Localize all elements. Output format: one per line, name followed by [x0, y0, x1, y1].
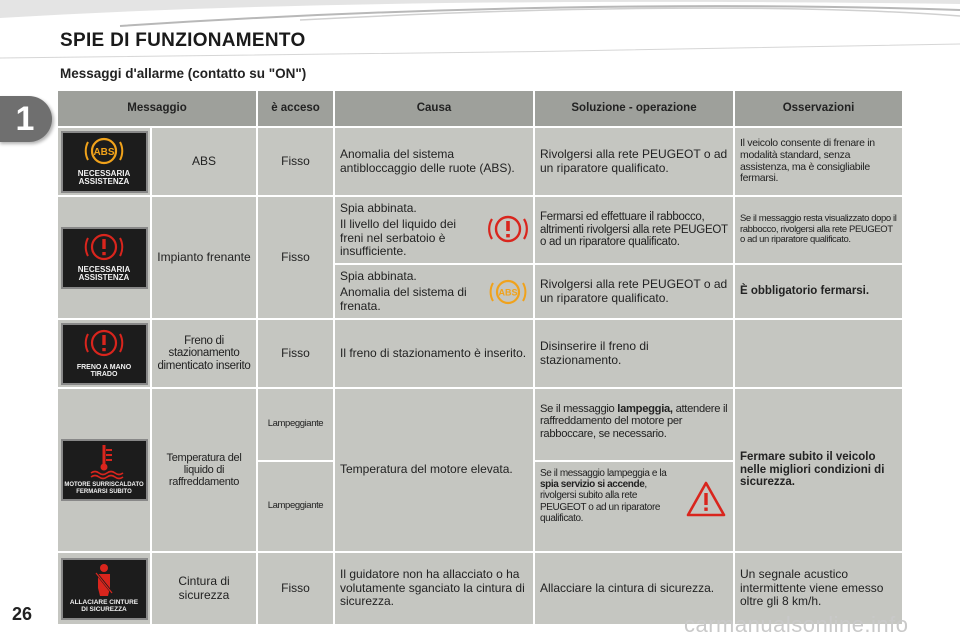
cause-seatbelt: Il guidatore non ha allacciato o ha volutamente sganciato la cintura di sicurezza.: [335, 553, 533, 624]
lamp-parking-text-1: FRENO A MANO: [76, 363, 132, 371]
header-messaggio: Messaggio: [58, 91, 256, 126]
svg-text:ABS: ABS: [498, 287, 518, 298]
solution-abs: Rivolgersi alla rete PEUGEOT o ad un riparatore qualificato.: [535, 128, 733, 195]
message-abs: ABS: [152, 128, 256, 195]
state-parking: Fisso: [258, 320, 333, 387]
abs-warning-icon: [487, 275, 529, 309]
note-parking: [735, 320, 902, 387]
cause-parking: Il freno di stazionamento è inserito.: [335, 320, 533, 387]
note-abs: Il veicolo consente di frenare in modalità standard, senza assistenza, ma è consigliabile fermarsi.: [735, 128, 902, 195]
lamp-abs: [61, 131, 148, 193]
lamp-cell-brake: [58, 197, 150, 318]
cause-brake-system-text: Anomalia del sistema di frenata.: [340, 285, 467, 313]
lamp-abs-text-1: NECESSARIA: [77, 168, 131, 178]
lamp-seatbelt-text-2: DI SICUREZZA: [81, 605, 127, 613]
service-warning-triangle-icon: [685, 480, 727, 518]
solution-coolant-a-post: attendere il raffreddamento del motore per rabboccare, se necessario.: [540, 403, 728, 440]
state-seatbelt: Fisso: [258, 553, 333, 624]
solution-coolant-a-bold: lampeggia,: [617, 403, 673, 415]
lamp-parking-text-2: TIRADO: [90, 371, 118, 379]
lamp-cell-parking: [58, 320, 150, 387]
warning-table: [58, 91, 902, 624]
lamp-coolant: [61, 439, 148, 501]
page-title: SPIE DI FUNZIONAMENTO: [60, 30, 306, 51]
solution-brake-system: Rivolgersi alla rete PEUGEOT o ad un riparatore qualificato.: [535, 265, 733, 318]
lamp-cell-coolant: [58, 389, 150, 551]
chapter-tab: 1: [0, 96, 52, 142]
lamp-cell-abs: [58, 128, 150, 195]
cause-brake-fluid-title: Spia abbinata.: [340, 201, 417, 215]
message-coolant: Temperatura del liquido di raffreddamento: [152, 389, 256, 551]
state-abs: Fisso: [258, 128, 333, 195]
lamp-brake: [61, 227, 148, 289]
cause-brake-fluid: [335, 197, 533, 263]
note-brake-system: È obbligatorio fermarsi.: [735, 265, 902, 318]
note-seatbelt: Un segnale acustico intermittente viene emesso oltre gli 8 km/h.: [735, 553, 902, 624]
cause-abs: Anomalia del sistema antibloccaggio delle ruote (ABS).: [335, 128, 533, 195]
note-brake-fluid: Se il messaggio resta visualizzato dopo il rabbocco, rivolgersi alla rete PEUGEOT o ad un riparatore qualificato.: [735, 197, 902, 263]
lamp-cell-seatbelt: [58, 553, 150, 624]
note-coolant: Fermare subito il veicolo nelle migliori condizioni di sicurezza.: [735, 389, 902, 551]
brake-warning-icon: [487, 211, 529, 247]
svg-text:ABS: ABS: [92, 146, 115, 158]
solution-brake-fluid: Fermarsi ed effettuare il rabbocco, altrimenti rivolgersi alla rete PEUGEOT o ad un riparatore qualificato.: [535, 197, 733, 263]
lamp-coolant-text-2: FERMARSI SUBITO: [76, 488, 132, 495]
cause-brake-system-title: Spia abbinata.: [340, 269, 417, 283]
solution-coolant-b-pre: Se il messaggio lampeggia e la: [540, 468, 667, 479]
state-coolant-b: Lampeggiante: [258, 462, 333, 551]
message-seatbelt: Cintura di sicurezza: [152, 553, 256, 624]
header-osservazioni: Osservazioni: [735, 91, 902, 126]
watermark: carmanualsonline.info: [684, 612, 909, 637]
page-number: 26: [12, 604, 33, 624]
state-coolant-a: Lampeggiante: [258, 389, 333, 460]
solution-coolant-b-post: , rivolgersi subito alla rete PEUGEOT o ad un riparatore qualificato.: [540, 479, 661, 524]
solution-coolant-a-pre: Se il messaggio: [540, 403, 618, 415]
solution-coolant-b-bold: spia servizio si accende: [540, 479, 645, 491]
header-causa: Causa: [335, 91, 533, 126]
cause-brake-system: [335, 265, 533, 318]
header-soluzione: Soluzione - operazione: [535, 91, 733, 126]
lamp-seatbelt-text-1: ALLACIARE CINTURE: [69, 598, 139, 606]
solution-coolant-a: [535, 389, 733, 460]
message-parking: Freno di stazionamento dimenticato inserito: [152, 320, 256, 387]
solution-seatbelt: Allacciare la cintura di sicurezza.: [535, 553, 733, 624]
message-brake: Impianto frenante: [152, 197, 256, 318]
solution-coolant-b: [535, 462, 733, 551]
lamp-parking: [61, 323, 148, 385]
header-acceso: è acceso: [258, 91, 333, 126]
lamp-brake-text-2: ASSISTENZA: [78, 273, 130, 283]
lamp-abs-text-2: ASSISTENZA: [78, 177, 130, 187]
cause-brake-fluid-text: Il livello del liquido dei freni nel serbatoio è insufficiente.: [340, 217, 457, 259]
lamp-seatbelt: [61, 558, 148, 620]
state-brake: Fisso: [258, 197, 333, 318]
section-subtitle: Messaggi d'allarme (contatto su "ON"): [60, 66, 307, 81]
solution-parking: Disinserire il freno di stazionamento.: [535, 320, 733, 387]
cause-coolant: Temperatura del motore elevata.: [335, 389, 533, 551]
lamp-brake-text-1: NECESSARIA: [77, 264, 131, 274]
lamp-coolant-text-1: MOTORE SURRISCALDATO: [64, 482, 144, 489]
